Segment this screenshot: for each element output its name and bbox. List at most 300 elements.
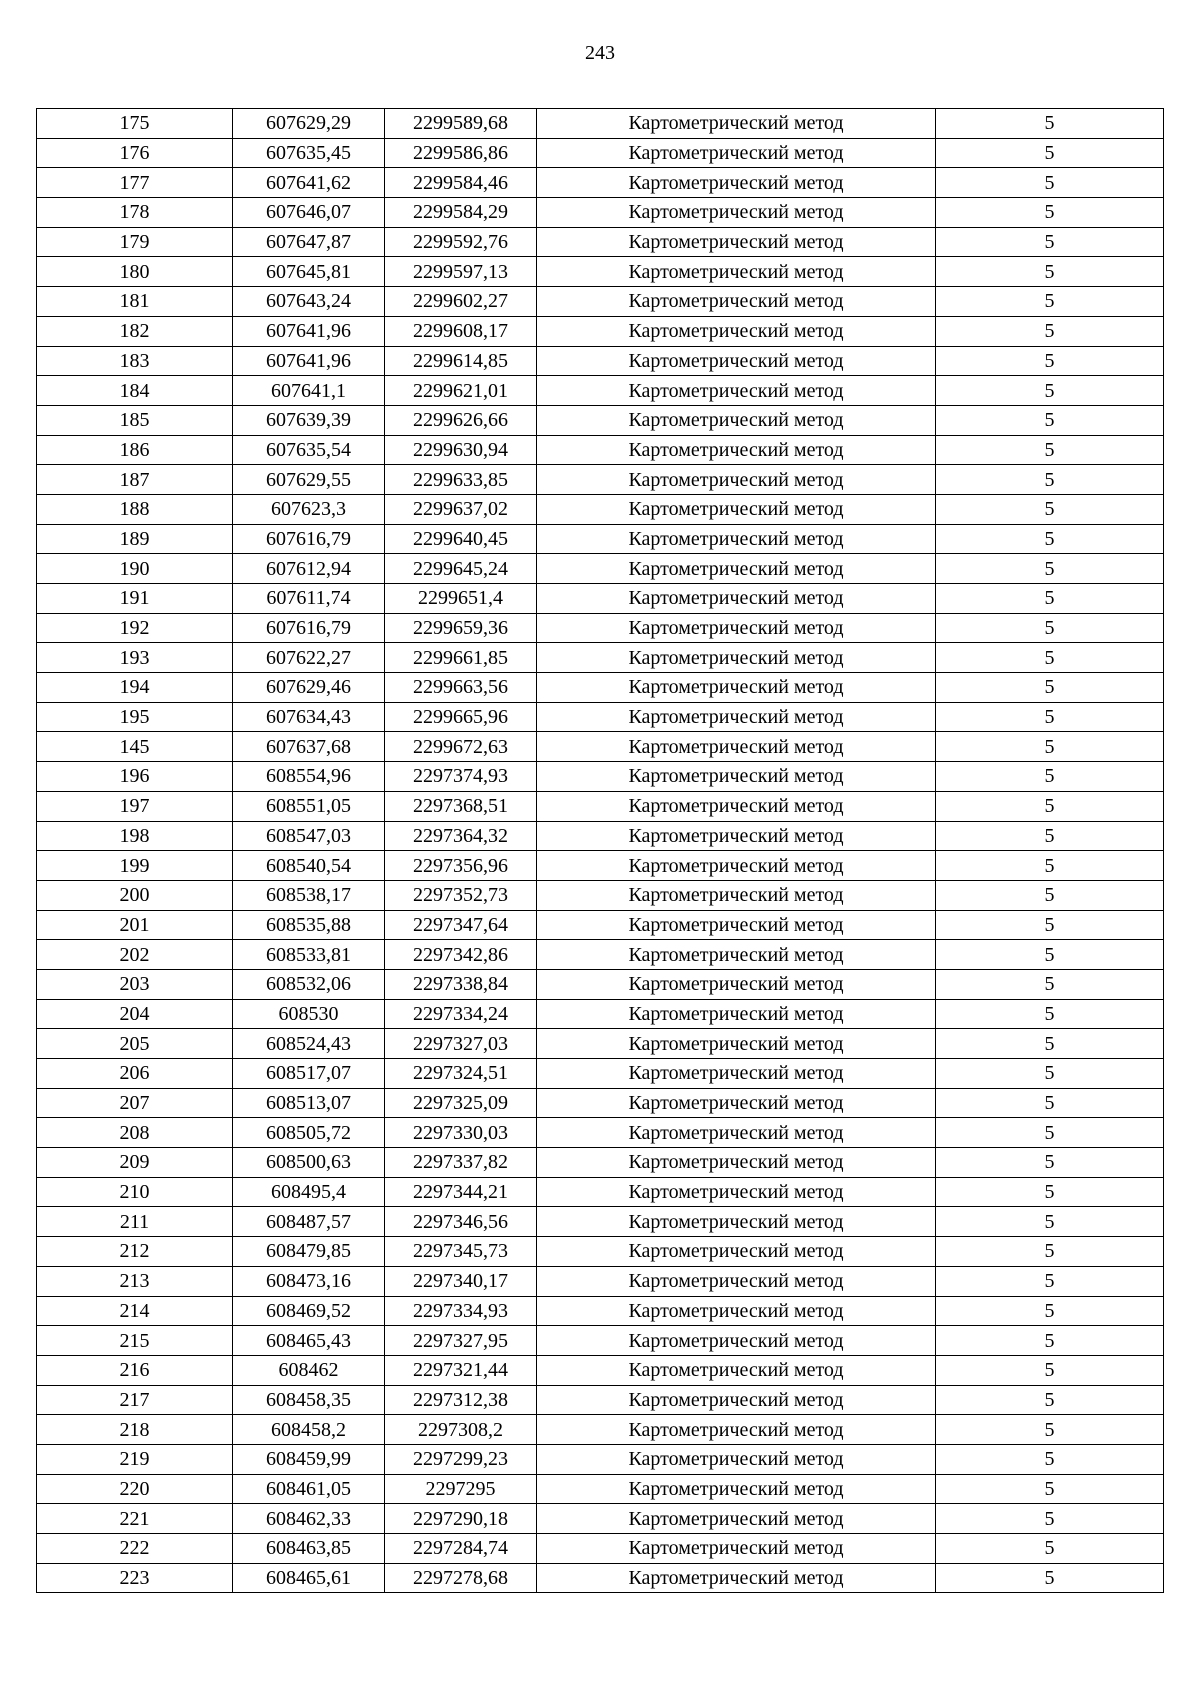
point-number-cell: 189 <box>37 524 233 554</box>
table-row <box>37 257 1164 287</box>
method-cell: Картометрический метод <box>537 257 936 287</box>
accuracy-cell: 5 <box>936 405 1164 435</box>
point-number-cell: 205 <box>37 1029 233 1059</box>
point-number-cell: 216 <box>37 1355 233 1385</box>
table-row <box>37 673 1164 703</box>
method-cell: Картометрический метод <box>537 1534 936 1564</box>
method-cell: Картометрический метод <box>537 969 936 999</box>
table-row <box>37 465 1164 495</box>
method-cell: Картометрический метод <box>537 287 936 317</box>
y-coordinate-cell: 2297337,82 <box>385 1148 537 1178</box>
point-number-cell: 179 <box>37 227 233 257</box>
y-coordinate-cell: 2297284,74 <box>385 1534 537 1564</box>
table-row <box>37 494 1164 524</box>
accuracy-cell: 5 <box>936 1415 1164 1445</box>
point-number-cell: 204 <box>37 999 233 1029</box>
accuracy-cell: 5 <box>936 316 1164 346</box>
x-coordinate-cell: 608458,2 <box>233 1415 385 1445</box>
point-number-cell: 194 <box>37 673 233 703</box>
y-coordinate-cell: 2299633,85 <box>385 465 537 495</box>
accuracy-cell: 5 <box>936 257 1164 287</box>
point-number-cell: 217 <box>37 1385 233 1415</box>
table-row <box>37 910 1164 940</box>
y-coordinate-cell: 2297334,24 <box>385 999 537 1029</box>
method-cell: Картометрический метод <box>537 1563 936 1593</box>
accuracy-cell: 5 <box>936 584 1164 614</box>
method-cell: Картометрический метод <box>537 138 936 168</box>
y-coordinate-cell: 2297278,68 <box>385 1563 537 1593</box>
accuracy-cell: 5 <box>936 376 1164 406</box>
accuracy-cell: 5 <box>936 1534 1164 1564</box>
point-number-cell: 220 <box>37 1474 233 1504</box>
x-coordinate-cell: 607634,43 <box>233 702 385 732</box>
method-cell: Картометрический метод <box>537 880 936 910</box>
x-coordinate-cell: 607643,24 <box>233 287 385 317</box>
accuracy-cell: 5 <box>936 851 1164 881</box>
point-number-cell: 202 <box>37 940 233 970</box>
accuracy-cell: 5 <box>936 1385 1164 1415</box>
accuracy-cell: 5 <box>936 346 1164 376</box>
x-coordinate-cell: 608513,07 <box>233 1088 385 1118</box>
y-coordinate-cell: 2297321,44 <box>385 1355 537 1385</box>
y-coordinate-cell: 2297312,38 <box>385 1385 537 1415</box>
y-coordinate-cell: 2297347,64 <box>385 910 537 940</box>
table-row <box>37 702 1164 732</box>
accuracy-cell: 5 <box>936 465 1164 495</box>
table-row <box>37 376 1164 406</box>
point-number-cell: 210 <box>37 1177 233 1207</box>
point-number-cell: 218 <box>37 1415 233 1445</box>
y-coordinate-cell: 2299589,68 <box>385 109 537 139</box>
method-cell: Картометрический метод <box>537 999 936 1029</box>
x-coordinate-cell: 608547,03 <box>233 821 385 851</box>
y-coordinate-cell: 2299640,45 <box>385 524 537 554</box>
point-number-cell: 212 <box>37 1237 233 1267</box>
method-cell: Картометрический метод <box>537 346 936 376</box>
table-row <box>37 880 1164 910</box>
x-coordinate-cell: 608505,72 <box>233 1118 385 1148</box>
method-cell: Картометрический метод <box>537 851 936 881</box>
table-row <box>37 1326 1164 1356</box>
accuracy-cell: 5 <box>936 554 1164 584</box>
y-coordinate-cell: 2299630,94 <box>385 435 537 465</box>
y-coordinate-cell: 2299584,29 <box>385 198 537 228</box>
y-coordinate-cell: 2297334,93 <box>385 1296 537 1326</box>
table-row <box>37 405 1164 435</box>
point-number-cell: 183 <box>37 346 233 376</box>
point-number-cell: 196 <box>37 762 233 792</box>
table-row <box>37 643 1164 673</box>
x-coordinate-cell: 608465,61 <box>233 1563 385 1593</box>
method-cell: Картометрический метод <box>537 1177 936 1207</box>
accuracy-cell: 5 <box>936 1563 1164 1593</box>
method-cell: Картометрический метод <box>537 109 936 139</box>
table-row <box>37 1444 1164 1474</box>
point-number-cell: 201 <box>37 910 233 940</box>
y-coordinate-cell: 2297299,23 <box>385 1444 537 1474</box>
x-coordinate-cell: 608530 <box>233 999 385 1029</box>
point-number-cell: 185 <box>37 405 233 435</box>
table-row <box>37 524 1164 554</box>
table-row <box>37 762 1164 792</box>
x-coordinate-cell: 607641,1 <box>233 376 385 406</box>
accuracy-cell: 5 <box>936 494 1164 524</box>
method-cell: Картометрический метод <box>537 1088 936 1118</box>
table-row <box>37 1207 1164 1237</box>
x-coordinate-cell: 607629,29 <box>233 109 385 139</box>
y-coordinate-cell: 2299663,56 <box>385 673 537 703</box>
x-coordinate-cell: 607641,62 <box>233 168 385 198</box>
accuracy-cell: 5 <box>936 999 1164 1029</box>
y-coordinate-cell: 2297330,03 <box>385 1118 537 1148</box>
method-cell: Картометрический метод <box>537 732 936 762</box>
x-coordinate-cell: 608554,96 <box>233 762 385 792</box>
accuracy-cell: 5 <box>936 643 1164 673</box>
table-row <box>37 1059 1164 1089</box>
point-number-cell: 182 <box>37 316 233 346</box>
table-row <box>37 732 1164 762</box>
x-coordinate-cell: 607645,81 <box>233 257 385 287</box>
point-number-cell: 188 <box>37 494 233 524</box>
x-coordinate-cell: 607612,94 <box>233 554 385 584</box>
method-cell: Картометрический метод <box>537 168 936 198</box>
x-coordinate-cell: 608500,63 <box>233 1148 385 1178</box>
method-cell: Картометрический метод <box>537 791 936 821</box>
method-cell: Картометрический метод <box>537 1266 936 1296</box>
accuracy-cell: 5 <box>936 1326 1164 1356</box>
y-coordinate-cell: 2297327,95 <box>385 1326 537 1356</box>
y-coordinate-cell: 2297327,03 <box>385 1029 537 1059</box>
y-coordinate-cell: 2297344,21 <box>385 1177 537 1207</box>
accuracy-cell: 5 <box>936 1177 1164 1207</box>
x-coordinate-cell: 607641,96 <box>233 316 385 346</box>
x-coordinate-cell: 608465,43 <box>233 1326 385 1356</box>
table-row <box>37 1504 1164 1534</box>
method-cell: Картометрический метод <box>537 643 936 673</box>
x-coordinate-cell: 607639,39 <box>233 405 385 435</box>
accuracy-cell: 5 <box>936 1207 1164 1237</box>
accuracy-cell: 5 <box>936 168 1164 198</box>
point-number-cell: 192 <box>37 613 233 643</box>
x-coordinate-cell: 608473,16 <box>233 1266 385 1296</box>
method-cell: Картометрический метод <box>537 821 936 851</box>
x-coordinate-cell: 607637,68 <box>233 732 385 762</box>
x-coordinate-cell: 608533,81 <box>233 940 385 970</box>
accuracy-cell: 5 <box>936 138 1164 168</box>
point-number-cell: 206 <box>37 1059 233 1089</box>
y-coordinate-cell: 2297356,96 <box>385 851 537 881</box>
accuracy-cell: 5 <box>936 287 1164 317</box>
x-coordinate-cell: 607616,79 <box>233 613 385 643</box>
accuracy-cell: 5 <box>936 1355 1164 1385</box>
y-coordinate-cell: 2299621,01 <box>385 376 537 406</box>
x-coordinate-cell: 608538,17 <box>233 880 385 910</box>
table-row <box>37 1385 1164 1415</box>
table-row <box>37 1237 1164 1267</box>
table-row <box>37 554 1164 584</box>
accuracy-cell: 5 <box>936 227 1164 257</box>
point-number-cell: 187 <box>37 465 233 495</box>
accuracy-cell: 5 <box>936 762 1164 792</box>
accuracy-cell: 5 <box>936 435 1164 465</box>
method-cell: Картометрический метод <box>537 1504 936 1534</box>
table-row <box>37 1177 1164 1207</box>
table-row <box>37 584 1164 614</box>
table-row <box>37 999 1164 1029</box>
x-coordinate-cell: 608535,88 <box>233 910 385 940</box>
method-cell: Картометрический метод <box>537 613 936 643</box>
method-cell: Картометрический метод <box>537 1444 936 1474</box>
y-coordinate-cell: 2299672,63 <box>385 732 537 762</box>
x-coordinate-cell: 608479,85 <box>233 1237 385 1267</box>
accuracy-cell: 5 <box>936 613 1164 643</box>
point-number-cell: 197 <box>37 791 233 821</box>
x-coordinate-cell: 608551,05 <box>233 791 385 821</box>
point-number-cell: 200 <box>37 880 233 910</box>
method-cell: Картометрический метод <box>537 1237 936 1267</box>
point-number-cell: 176 <box>37 138 233 168</box>
y-coordinate-cell: 2299584,46 <box>385 168 537 198</box>
method-cell: Картометрический метод <box>537 494 936 524</box>
point-number-cell: 199 <box>37 851 233 881</box>
y-coordinate-cell: 2299637,02 <box>385 494 537 524</box>
y-coordinate-cell: 2299651,4 <box>385 584 537 614</box>
x-coordinate-cell: 608540,54 <box>233 851 385 881</box>
table-row <box>37 969 1164 999</box>
accuracy-cell: 5 <box>936 910 1164 940</box>
table-row <box>37 198 1164 228</box>
method-cell: Картометрический метод <box>537 524 936 554</box>
accuracy-cell: 5 <box>936 940 1164 970</box>
point-number-cell: 178 <box>37 198 233 228</box>
table-row <box>37 1266 1164 1296</box>
x-coordinate-cell: 607641,96 <box>233 346 385 376</box>
y-coordinate-cell: 2299602,27 <box>385 287 537 317</box>
y-coordinate-cell: 2299586,86 <box>385 138 537 168</box>
y-coordinate-cell: 2297290,18 <box>385 1504 537 1534</box>
point-number-cell: 175 <box>37 109 233 139</box>
x-coordinate-cell: 607622,27 <box>233 643 385 673</box>
point-number-cell: 195 <box>37 702 233 732</box>
accuracy-cell: 5 <box>936 1504 1164 1534</box>
point-number-cell: 198 <box>37 821 233 851</box>
point-number-cell: 145 <box>37 732 233 762</box>
y-coordinate-cell: 2297340,17 <box>385 1266 537 1296</box>
y-coordinate-cell: 2299665,96 <box>385 702 537 732</box>
y-coordinate-cell: 2297324,51 <box>385 1059 537 1089</box>
x-coordinate-cell: 608487,57 <box>233 1207 385 1237</box>
point-number-cell: 214 <box>37 1296 233 1326</box>
x-coordinate-cell: 608463,85 <box>233 1534 385 1564</box>
method-cell: Картометрический метод <box>537 702 936 732</box>
method-cell: Картометрический метод <box>537 1059 936 1089</box>
x-coordinate-cell: 608495,4 <box>233 1177 385 1207</box>
point-number-cell: 191 <box>37 584 233 614</box>
page-number: 243 <box>585 42 615 64</box>
y-coordinate-cell: 2297346,56 <box>385 1207 537 1237</box>
y-coordinate-cell: 2299661,85 <box>385 643 537 673</box>
table-row <box>37 346 1164 376</box>
table-row <box>37 1088 1164 1118</box>
table-row <box>37 287 1164 317</box>
method-cell: Картометрический метод <box>537 405 936 435</box>
point-number-cell: 223 <box>37 1563 233 1593</box>
method-cell: Картометрический метод <box>537 1385 936 1415</box>
accuracy-cell: 5 <box>936 880 1164 910</box>
method-cell: Картометрический метод <box>537 1296 936 1326</box>
point-number-cell: 186 <box>37 435 233 465</box>
x-coordinate-cell: 607647,87 <box>233 227 385 257</box>
table-row <box>37 613 1164 643</box>
y-coordinate-cell: 2297325,09 <box>385 1088 537 1118</box>
point-number-cell: 213 <box>37 1266 233 1296</box>
method-cell: Картометрический метод <box>537 316 936 346</box>
method-cell: Картометрический метод <box>537 673 936 703</box>
x-coordinate-cell: 607623,3 <box>233 494 385 524</box>
point-number-cell: 181 <box>37 287 233 317</box>
x-coordinate-cell: 608462 <box>233 1355 385 1385</box>
method-cell: Картометрический метод <box>537 762 936 792</box>
table-row <box>37 940 1164 970</box>
method-cell: Картометрический метод <box>537 227 936 257</box>
table-row <box>37 435 1164 465</box>
method-cell: Картометрический метод <box>537 584 936 614</box>
point-number-cell: 190 <box>37 554 233 584</box>
accuracy-cell: 5 <box>936 732 1164 762</box>
point-number-cell: 209 <box>37 1148 233 1178</box>
method-cell: Картометрический метод <box>537 376 936 406</box>
point-number-cell: 207 <box>37 1088 233 1118</box>
accuracy-cell: 5 <box>936 109 1164 139</box>
accuracy-cell: 5 <box>936 1148 1164 1178</box>
accuracy-cell: 5 <box>936 1029 1164 1059</box>
method-cell: Картометрический метод <box>537 1326 936 1356</box>
method-cell: Картометрический метод <box>537 1355 936 1385</box>
x-coordinate-cell: 607646,07 <box>233 198 385 228</box>
y-coordinate-cell: 2297295 <box>385 1474 537 1504</box>
y-coordinate-cell: 2297308,2 <box>385 1415 537 1445</box>
point-number-cell: 208 <box>37 1118 233 1148</box>
y-coordinate-cell: 2297364,32 <box>385 821 537 851</box>
y-coordinate-cell: 2299597,13 <box>385 257 537 287</box>
y-coordinate-cell: 2299608,17 <box>385 316 537 346</box>
table-row <box>37 1296 1164 1326</box>
accuracy-cell: 5 <box>936 1266 1164 1296</box>
table-row <box>37 1148 1164 1178</box>
point-number-cell: 222 <box>37 1534 233 1564</box>
point-number-cell: 203 <box>37 969 233 999</box>
table-row <box>37 1118 1164 1148</box>
y-coordinate-cell: 2299626,66 <box>385 405 537 435</box>
point-number-cell: 211 <box>37 1207 233 1237</box>
point-number-cell: 177 <box>37 168 233 198</box>
y-coordinate-cell: 2299592,76 <box>385 227 537 257</box>
y-coordinate-cell: 2297368,51 <box>385 791 537 821</box>
accuracy-cell: 5 <box>936 1237 1164 1267</box>
coordinates-table <box>36 108 1164 1593</box>
accuracy-cell: 5 <box>936 791 1164 821</box>
coordinates-table-body <box>37 109 1164 1593</box>
accuracy-cell: 5 <box>936 524 1164 554</box>
x-coordinate-cell: 607611,74 <box>233 584 385 614</box>
method-cell: Картометрический метод <box>537 1118 936 1148</box>
y-coordinate-cell: 2297374,93 <box>385 762 537 792</box>
method-cell: Картометрический метод <box>537 1474 936 1504</box>
table-row <box>37 1355 1164 1385</box>
x-coordinate-cell: 608469,52 <box>233 1296 385 1326</box>
x-coordinate-cell: 607635,54 <box>233 435 385 465</box>
accuracy-cell: 5 <box>936 673 1164 703</box>
y-coordinate-cell: 2299659,36 <box>385 613 537 643</box>
method-cell: Картометрический метод <box>537 910 936 940</box>
accuracy-cell: 5 <box>936 1118 1164 1148</box>
table-row <box>37 1029 1164 1059</box>
table-row <box>37 109 1164 139</box>
point-number-cell: 215 <box>37 1326 233 1356</box>
x-coordinate-cell: 607635,45 <box>233 138 385 168</box>
method-cell: Картометрический метод <box>537 465 936 495</box>
accuracy-cell: 5 <box>936 198 1164 228</box>
table-row <box>37 138 1164 168</box>
x-coordinate-cell: 608461,05 <box>233 1474 385 1504</box>
x-coordinate-cell: 607629,55 <box>233 465 385 495</box>
method-cell: Картометрический метод <box>537 554 936 584</box>
point-number-cell: 219 <box>37 1444 233 1474</box>
x-coordinate-cell: 608462,33 <box>233 1504 385 1534</box>
accuracy-cell: 5 <box>936 1444 1164 1474</box>
method-cell: Картометрический метод <box>537 1415 936 1445</box>
y-coordinate-cell: 2299614,85 <box>385 346 537 376</box>
y-coordinate-cell: 2297345,73 <box>385 1237 537 1267</box>
x-coordinate-cell: 607616,79 <box>233 524 385 554</box>
table-row <box>37 851 1164 881</box>
point-number-cell: 184 <box>37 376 233 406</box>
accuracy-cell: 5 <box>936 702 1164 732</box>
accuracy-cell: 5 <box>936 1474 1164 1504</box>
table-row <box>37 1415 1164 1445</box>
table-row <box>37 1563 1164 1593</box>
point-number-cell: 221 <box>37 1504 233 1534</box>
table-row <box>37 791 1164 821</box>
table-row <box>37 1474 1164 1504</box>
method-cell: Картометрический метод <box>537 1207 936 1237</box>
table-row <box>37 1534 1164 1564</box>
method-cell: Картометрический метод <box>537 1148 936 1178</box>
accuracy-cell: 5 <box>936 1088 1164 1118</box>
table-row <box>37 316 1164 346</box>
x-coordinate-cell: 607629,46 <box>233 673 385 703</box>
point-number-cell: 180 <box>37 257 233 287</box>
y-coordinate-cell: 2299645,24 <box>385 554 537 584</box>
x-coordinate-cell: 608532,06 <box>233 969 385 999</box>
y-coordinate-cell: 2297342,86 <box>385 940 537 970</box>
table-row <box>37 168 1164 198</box>
method-cell: Картометрический метод <box>537 435 936 465</box>
method-cell: Картометрический метод <box>537 1029 936 1059</box>
accuracy-cell: 5 <box>936 1296 1164 1326</box>
x-coordinate-cell: 608524,43 <box>233 1029 385 1059</box>
y-coordinate-cell: 2297352,73 <box>385 880 537 910</box>
table-row <box>37 227 1164 257</box>
accuracy-cell: 5 <box>936 969 1164 999</box>
x-coordinate-cell: 608458,35 <box>233 1385 385 1415</box>
x-coordinate-cell: 608517,07 <box>233 1059 385 1089</box>
table-row <box>37 821 1164 851</box>
point-number-cell: 193 <box>37 643 233 673</box>
y-coordinate-cell: 2297338,84 <box>385 969 537 999</box>
accuracy-cell: 5 <box>936 821 1164 851</box>
accuracy-cell: 5 <box>936 1059 1164 1089</box>
